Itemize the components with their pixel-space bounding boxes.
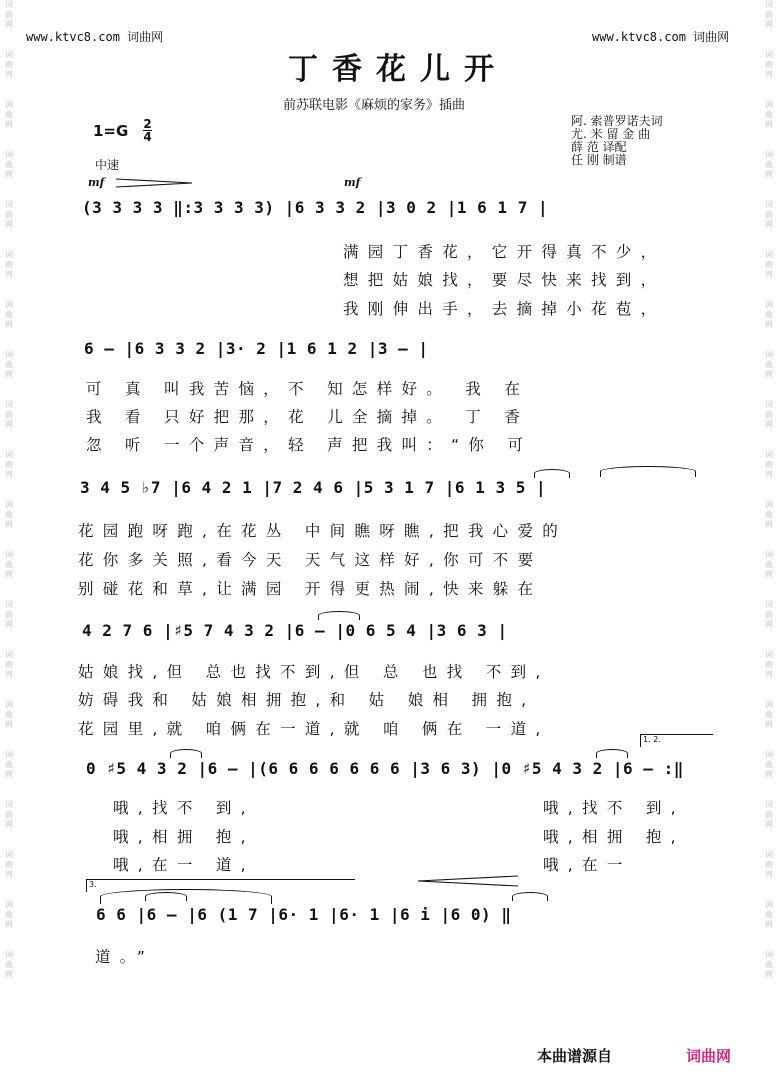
lyric-row-5-left-verse-1: 哦,找不 到, — [113, 799, 255, 817]
credits: 阿. 索普罗诺夫词 尤. 米 留 金 曲 薛 范 译配 任 刚 制谱 — [571, 114, 663, 167]
tempo-marking: 中速 — [95, 158, 120, 172]
lyric-row-1-verse-2: 想把姑娘找，要尽快来找到， — [343, 271, 666, 289]
site-watermark-left: www.ktvc8.com 词曲网 — [26, 30, 164, 44]
crescendo-hairpin — [418, 874, 518, 888]
slur — [534, 469, 570, 478]
notation-row-6: 6 6 |6 – |6 (1 7 |6· 1 |6· 1 |6 i |6 0) ‖ — [96, 905, 512, 924]
right-watermark-strip: 词 曲 网 词 曲 网 词 曲 网 词 曲 网 词 曲 网 词 曲 网 词 曲 网 词 曲 网 词 曲 网 词 曲 网 词 曲 网 词 曲 网 词 曲 网 词 曲 网 词 曲 网 词 曲 网 词 曲 网 词 曲 网 词 曲 网 词 曲 网 — [765, 0, 773, 979]
notation-row-3: 3 4 5 ♭7 |6 4 2 1 |7 2 4 6 |5 3 1 7 |6 1 3 5 | — [80, 478, 547, 497]
lyric-row-2-verse-2: 我 看 只好把那，花 儿全摘掉。 丁 香 — [86, 408, 530, 426]
lyric-row-4-verse-1: 姑娘找,但 总也找不到,但 总 也找 不到, — [78, 663, 550, 681]
notation-row-4: 4 2 7 6 |♯5 7 4 3 2 |6 – |0 6 5 4 |3 6 3 | — [82, 621, 508, 640]
dynamic-mf: mf — [344, 176, 361, 189]
lyric-row-5-left-verse-2: 哦,相拥 抱, — [113, 828, 255, 846]
volta-bracket: 3. — [86, 879, 355, 892]
lyric-row-3-verse-2: 花你多关照,看今天 天气这样好,你可不要 — [78, 551, 543, 569]
notation-row-2: 6 – |6 3 3 2 |3· 2 |1 6 1 2 |3 – | — [84, 339, 429, 358]
notation-row-1: (3 3 3 3 ‖:3 3 3 3) |6 3 3 2 |3 0 2 |1 6 1 7 | — [82, 198, 549, 217]
slur — [170, 749, 202, 758]
lyric-row-5-left-verse-3: 哦,在一 道, — [113, 856, 255, 874]
decrescendo-hairpin — [116, 177, 192, 189]
source-text: 本曲谱源自 — [537, 1047, 613, 1065]
site-watermark-right: www.ktvc8.com 词曲网 — [592, 30, 730, 44]
time-signature: 2 4 — [143, 117, 152, 144]
lyric-row-4-verse-2: 妨碍我和 姑娘相拥抱,和 姑 娘相 拥抱, — [78, 691, 536, 709]
slur — [600, 466, 696, 477]
lyric-row-1-verse-1: 满园丁香花，它开得真不少， — [343, 243, 666, 261]
lyric-row-5-right-verse-2: 哦,相拥 抱, — [543, 828, 685, 846]
dynamic-mf: mf — [88, 176, 105, 189]
tie — [145, 892, 187, 901]
lyric-row-6-verse-1: 道。” — [95, 948, 155, 966]
song-title: 丁香花儿开 — [288, 52, 508, 87]
key-signature: 1=G — [93, 122, 129, 140]
lyric-row-5-right-verse-3: 哦,在一 — [543, 856, 632, 874]
source-site-logo: 词曲网 — [686, 1047, 732, 1065]
slur — [318, 611, 360, 620]
lyric-row-3-verse-1: 花园跑呀跑,在花丛 中间瞧呀瞧,把我心爱的 — [78, 522, 568, 540]
song-subtitle: 前苏联电影《麻烦的家务》插曲 — [283, 98, 466, 113]
lyric-row-2-verse-1: 可 真 叫我苦恼，不 知怎样好。 我 在 — [86, 380, 530, 398]
lyric-row-1-verse-3: 我刚伸出手，去摘掉小花苞， — [343, 300, 666, 318]
left-watermark-strip: 词 曲 网 词 曲 网 词 曲 网 词 曲 网 词 曲 网 词 曲 网 词 曲 网 词 曲 网 词 曲 网 词 曲 网 词 曲 网 词 曲 网 词 曲 网 词 曲 网 词 曲 网 词 曲 网 词 曲 网 词 曲 网 词 曲 网 词 曲 网 — [5, 0, 13, 979]
slur — [596, 749, 628, 758]
lyric-row-3-verse-3: 别碰花和草,让满园 开得更热闹,快来躲在 — [78, 580, 543, 598]
tie — [512, 892, 548, 901]
lyric-row-2-verse-3: 忽 听 一个声音，轻 声把我叫：“你 可 — [86, 436, 533, 454]
volta-bracket: 1. 2. — [640, 734, 713, 747]
notation-row-5: 0 ♯5 4 3 2 |6 – |(6 6 6 6 6 6 6 |3 6 3) |0 ♯5 4 3 2 |6 – :‖ — [86, 759, 684, 778]
lyric-row-4-verse-3: 花园里,就 咱俩在一道,就 咱 俩在 一道, — [78, 720, 550, 738]
lyric-row-5-right-verse-1: 哦,找不 到, — [543, 799, 685, 817]
